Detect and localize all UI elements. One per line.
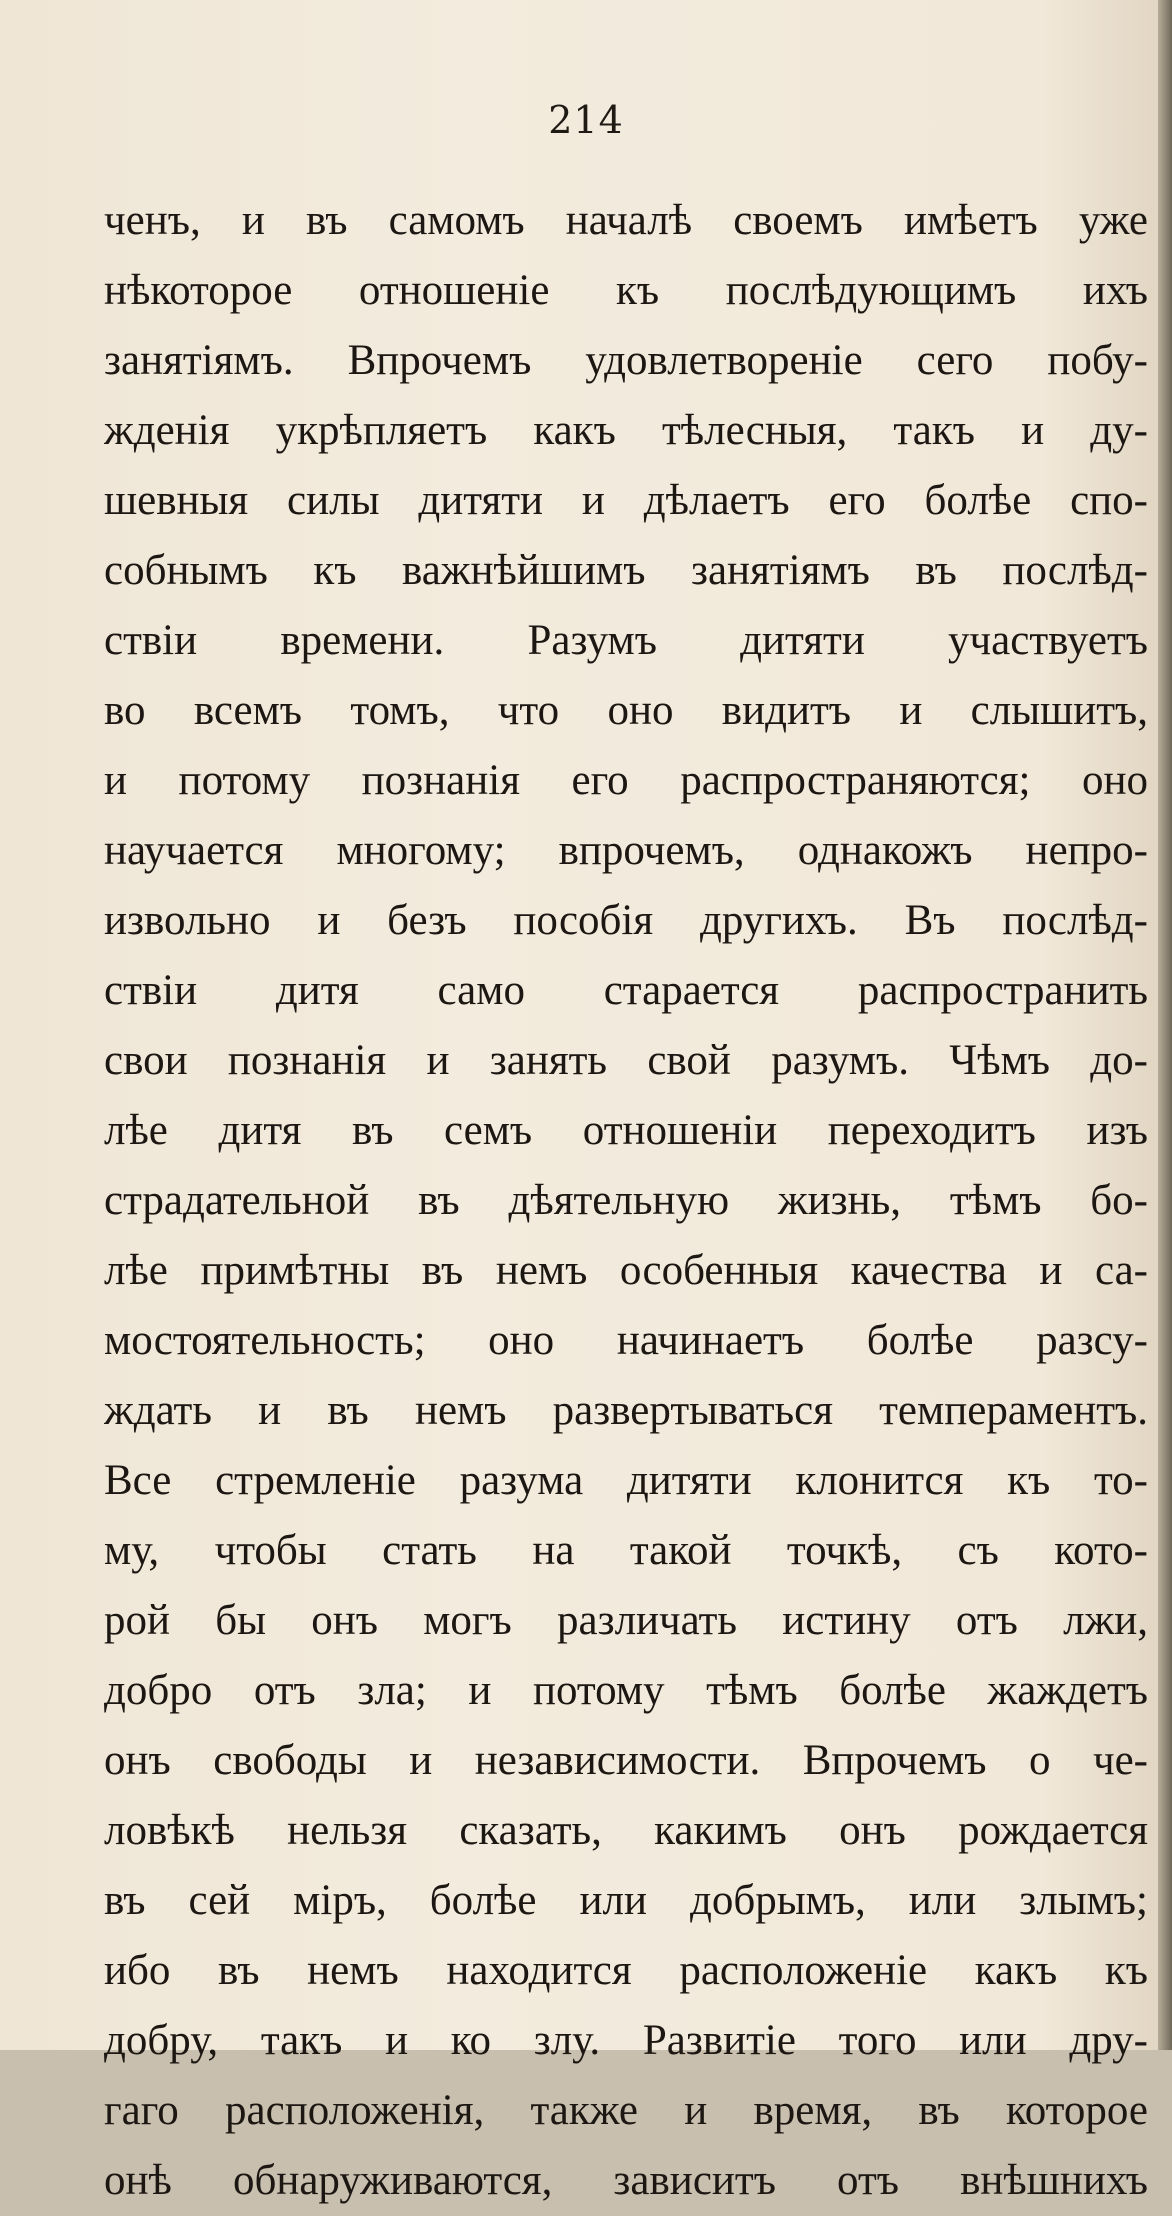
text-line: добро отъ зла; и потому тѣмъ болѣе жаждетъ bbox=[104, 1667, 1148, 1714]
text-line: ствіи времени. Разумъ дитяти участвуетъ bbox=[104, 617, 1148, 664]
page-number: 214 bbox=[548, 98, 624, 142]
text-line: ибо въ немъ находится расположеніе какъ къ bbox=[104, 1947, 1148, 1994]
text-line: рой бы онъ могъ различать истину отъ лжи, bbox=[104, 1597, 1148, 1644]
text-line: научается многому; впрочемъ, однакожъ непро- bbox=[104, 827, 1148, 874]
text-line: Все стремленіе разума дитяти клонится къ то- bbox=[104, 1457, 1148, 1504]
text-line: страдательной въ дѣятельную жизнь, тѣмъ бо- bbox=[104, 1177, 1148, 1224]
text-line: гаго расположенія, также и время, въ которое bbox=[104, 2087, 1148, 2134]
text-line: во всемъ томъ, что оно видитъ и слышитъ, bbox=[104, 687, 1148, 734]
text-line: въ сей міръ, болѣе или добрымъ, или злымъ; bbox=[104, 1877, 1148, 1924]
page-edge bbox=[1158, 0, 1172, 2050]
text-line: онъ свободы и независимости. Впрочемъ о че- bbox=[104, 1737, 1148, 1784]
text-line: лѣе дитя въ семъ отношеніи переходитъ изъ bbox=[104, 1107, 1148, 1154]
text-line: собнымъ къ важнѣйшимъ занятіямъ въ послѣд- bbox=[104, 547, 1148, 594]
text-line: мостоятельность; оно начинаетъ болѣе разсу- bbox=[104, 1317, 1148, 1364]
text-line: и потому познанія его распространяются; оно bbox=[104, 757, 1148, 804]
text-line: нѣкоторое отношеніе къ послѣдующимъ ихъ bbox=[104, 267, 1148, 314]
text-line: жденія укрѣпляетъ какъ тѣлесныя, такъ и ду- bbox=[104, 407, 1148, 454]
text-line: ждать и въ немъ развертываться темпераментъ. bbox=[104, 1387, 1148, 1434]
text-line: извольно и безъ пособія другихъ. Въ послѣд- bbox=[104, 897, 1148, 944]
text-line: онѣ обнаруживаются, зависитъ отъ внѣшнихъ bbox=[104, 2157, 1148, 2204]
body-text bbox=[104, 186, 1148, 2216]
text-line: ченъ, и въ самомъ началѣ своемъ имѣетъ уже bbox=[104, 197, 1148, 244]
text-line: добру, такъ и ко злу. Развитіе того или дру- bbox=[104, 2017, 1148, 2064]
text-line: ловѣкѣ нельзя сказать, какимъ онъ рождается bbox=[104, 1807, 1148, 1854]
text-line: свои познанія и занять свой разумъ. Чѣмъ до- bbox=[104, 1037, 1148, 1084]
text-line: ствіи дитя само старается распространить bbox=[104, 967, 1148, 1014]
text-line: лѣе примѣтны въ немъ особенныя качества и са- bbox=[104, 1247, 1148, 1294]
text-line: шевныя силы дитяти и дѣлаетъ его болѣе спо- bbox=[104, 477, 1148, 524]
text-line: занятіямъ. Впрочемъ удовлетвореніе сего побу- bbox=[104, 337, 1148, 384]
text-line: му, чтобы стать на такой точкѣ, съ кото- bbox=[104, 1527, 1148, 1574]
